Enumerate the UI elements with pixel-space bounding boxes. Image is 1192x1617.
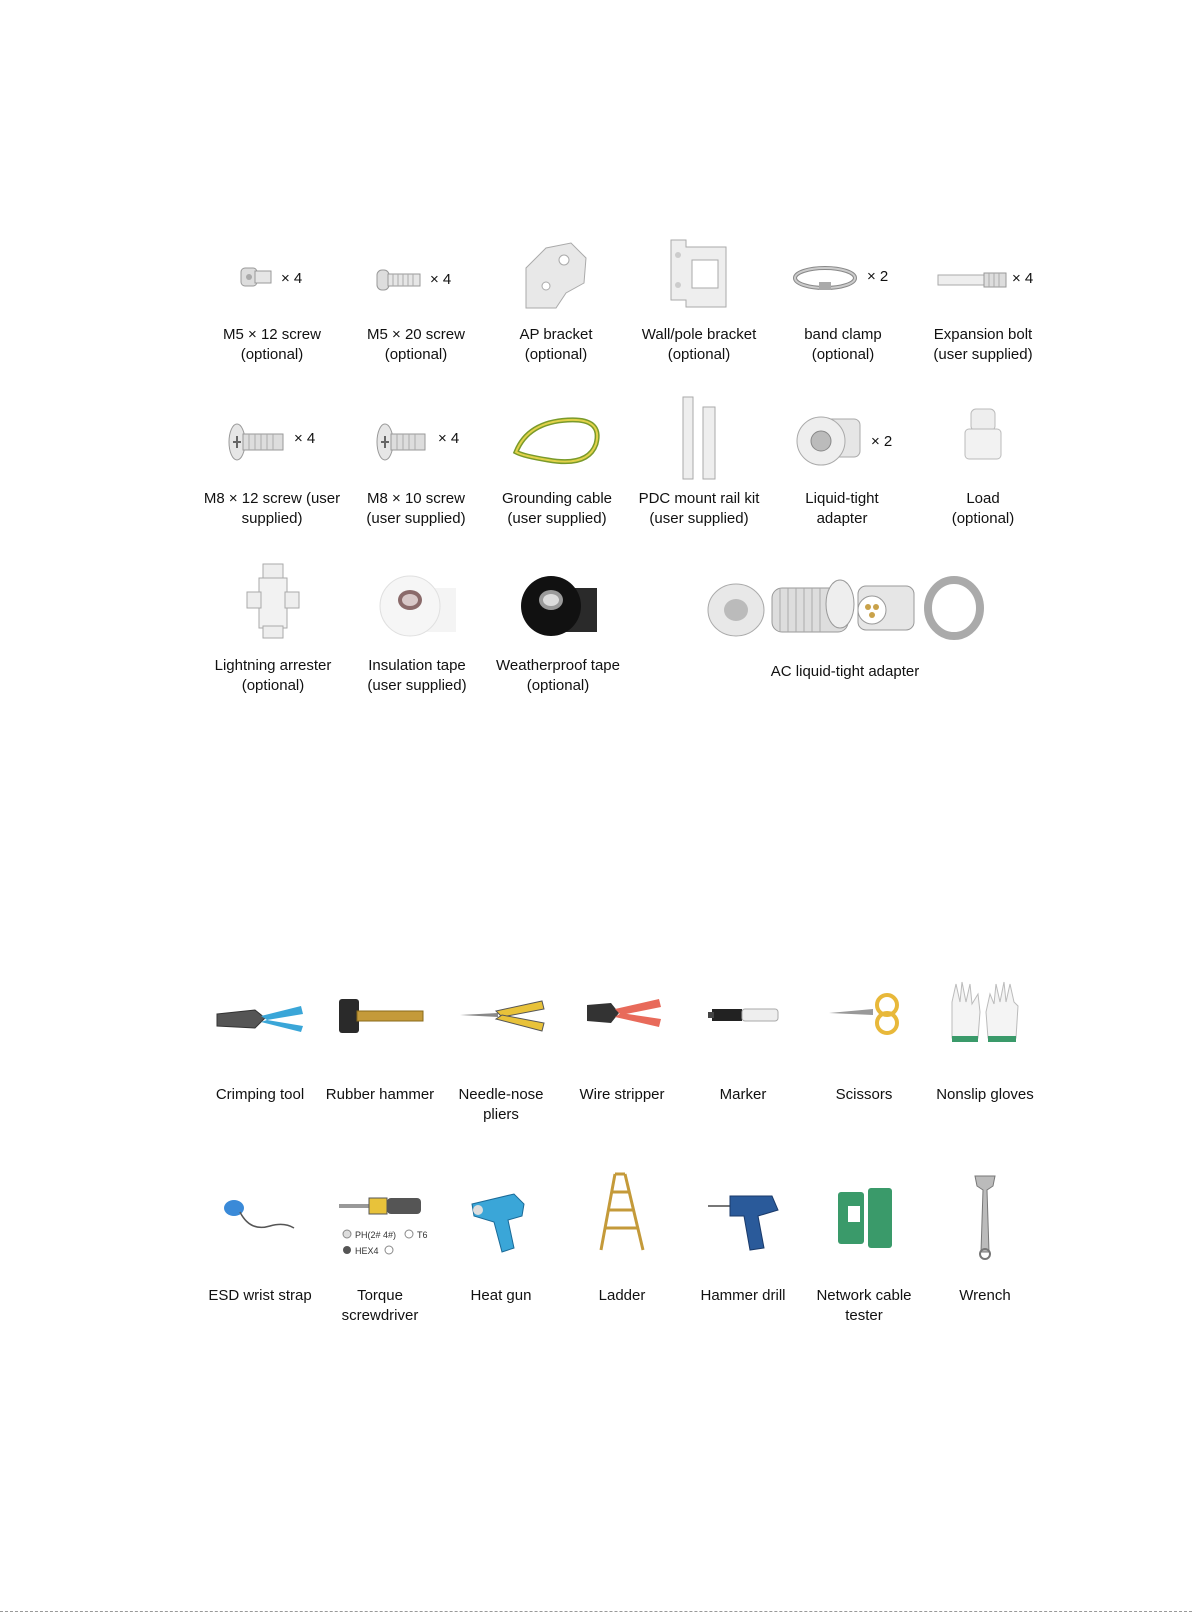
marker-icon: [708, 1005, 780, 1025]
long-screw-icon: [375, 266, 425, 296]
accessory-m8-10-screw: [341, 410, 491, 530]
quantity-label: × 4: [294, 430, 316, 447]
tool-label: Network cable tester: [816, 1287, 912, 1324]
accessory-label: Load (optional): [951, 490, 1015, 527]
heat-gun-icon: [468, 1186, 538, 1256]
quantity-label: × 4: [281, 270, 303, 287]
accessory-label: Weatherproof tape (optional): [496, 657, 620, 694]
accessory-label: AC liquid-tight adapter: [770, 663, 920, 680]
wire-stripper-icon: [585, 995, 665, 1035]
insulation-tape-icon: [380, 570, 460, 640]
quantity-label: × 2: [867, 268, 889, 285]
accessory-band-clamp: [768, 250, 918, 365]
accessory-label: band clamp (optional): [804, 326, 882, 363]
tool-label: Torque screwdriver: [341, 1287, 419, 1324]
tool-nonslip-gloves: [910, 970, 1060, 1105]
quantity-label: × 4: [438, 430, 460, 447]
crimping-tool-icon: [215, 1000, 305, 1040]
small-screw-icon: [239, 262, 279, 292]
ap-bracket-icon: [516, 238, 596, 313]
accessory-label: Expansion bolt (user supplied): [933, 326, 1033, 363]
accessory-insulation-tape: [342, 560, 492, 700]
ladder-icon: [597, 1172, 647, 1252]
needle-nose-pliers-icon: [458, 997, 548, 1037]
wrench-icon: [965, 1172, 1005, 1262]
lightning-arrester-icon: [243, 562, 303, 642]
accessory-label: AP bracket (optional): [519, 326, 593, 363]
accessory-label: Liquid-tight adapter: [805, 490, 879, 527]
tool-label: Wire stripper: [579, 1086, 665, 1103]
tool-label: Marker: [719, 1086, 767, 1103]
wall-pole-bracket-icon: [666, 235, 736, 310]
accessory-expansion-bolt: [908, 250, 1058, 365]
bit-label-hex: HEX4: [355, 1246, 379, 1256]
accessory-ap-bracket: [481, 230, 631, 365]
ac-liquid-tight-adapter-icon: [700, 570, 990, 640]
tool-label: Nonslip gloves: [936, 1086, 1034, 1103]
cable-tester-icon: [834, 1186, 904, 1256]
tool-label: Rubber hammer: [325, 1086, 435, 1103]
tool-label: Ladder: [598, 1287, 646, 1304]
accessory-label: Wall/pole bracket (optional): [641, 326, 757, 363]
rubber-hammer-icon: [337, 997, 427, 1037]
tool-label: Heat gun: [470, 1287, 532, 1304]
liquid-tight-adapter-icon: [795, 409, 865, 469]
accessory-weatherproof-tape: [483, 560, 633, 700]
mount-rail-icon: [679, 395, 729, 485]
accessory-label: Lightning arrester (optional): [214, 657, 332, 694]
m8-12-screw-icon: [227, 422, 287, 462]
tool-label: Wrench: [959, 1287, 1011, 1304]
accessory-label: M5 × 20 screw (optional): [367, 326, 465, 363]
expansion-bolt-icon: [936, 270, 1008, 290]
tool-label: ESD wrist strap: [208, 1287, 312, 1304]
accessory-m5-12-screw: [197, 250, 347, 365]
accessory-liquid-tight-adapter: [767, 405, 917, 530]
accessory-m8-12-screw: [197, 410, 347, 530]
accessory-label: M5 × 12 screw (optional): [223, 326, 321, 363]
accessory-label: M8 × 12 screw (user supplied): [203, 490, 341, 527]
grounding-cable-icon: [508, 412, 608, 467]
bit-label-t6: T6: [417, 1230, 428, 1240]
tool-wrench: [910, 1170, 1060, 1310]
accessory-ac-liquid-tight-adapter: [700, 570, 990, 700]
accessory-label: M8 × 10 screw (user supplied): [366, 490, 466, 527]
torque-screwdriver-icon: [337, 1192, 437, 1262]
tool-label: Crimping tool: [215, 1086, 305, 1103]
accessory-label: Insulation tape (user supplied): [367, 657, 467, 694]
hammer-drill-icon: [706, 1186, 786, 1256]
band-clamp-icon: [793, 264, 863, 294]
accessory-m5-20-screw: [341, 250, 491, 365]
accessory-pdc-mount-rail: [624, 390, 774, 530]
accessory-wall-pole-bracket: [624, 230, 774, 365]
quantity-label: × 2: [871, 433, 893, 450]
tool-label: Hammer drill: [700, 1287, 786, 1304]
esd-wrist-strap-icon: [220, 1192, 300, 1242]
load-icon: [963, 407, 1003, 462]
accessory-load: [908, 405, 1058, 530]
scissors-icon: [827, 993, 907, 1033]
accessory-label: Grounding cable (user supplied): [501, 490, 613, 527]
quantity-label: × 4: [430, 271, 452, 288]
bit-label-ph: PH(2# 4#): [355, 1230, 397, 1240]
accessory-label: PDC mount rail kit (user supplied): [638, 490, 760, 527]
accessory-lightning-arrester: [198, 560, 348, 700]
accessory-grounding-cable: [482, 410, 632, 530]
m8-10-screw-icon: [375, 422, 430, 462]
tool-label: Scissors: [835, 1086, 893, 1103]
gloves-icon: [948, 978, 1028, 1048]
weatherproof-tape-icon: [521, 570, 601, 640]
quantity-label: × 4: [1012, 270, 1034, 287]
page-bottom-divider: [0, 1611, 1192, 1612]
tool-label: Needle-nose pliers: [458, 1086, 544, 1123]
